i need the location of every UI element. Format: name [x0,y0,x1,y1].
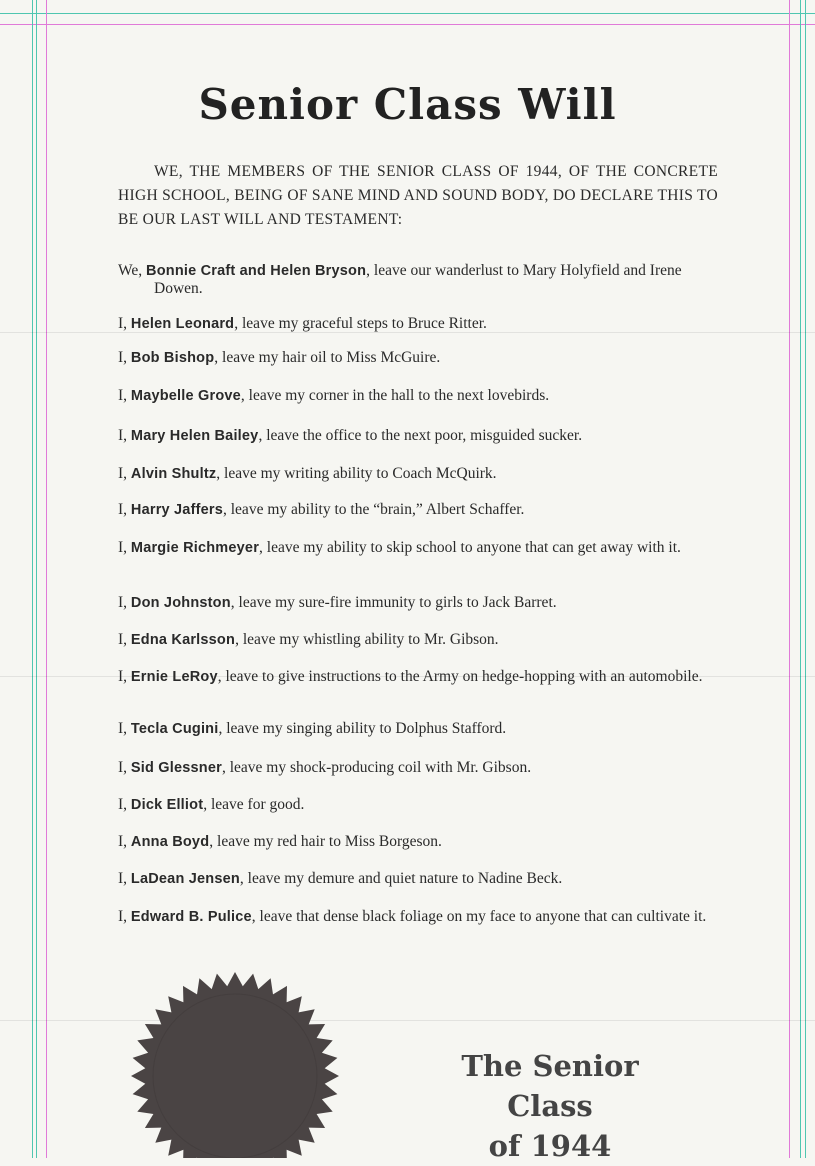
bequest-entry: I, Tecla Cugini, leave my singing ability to Dolphus Stafford. [118,720,507,737]
bequest-entry: I, Margie Richmeyer, leave my ability to skip school to anyone that can get away with it. [118,539,681,556]
bequeather-name: Margie Richmeyer [130,540,260,556]
bequeather-name: Anna Boyd [130,834,210,850]
bequest-entry: I, Helen Leonard, leave my graceful steps to Bruce Ritter. [118,315,487,332]
bequest-entry: I, Sid Glessner, leave my shock-producing coil with Mr. Gibson. [118,759,532,776]
bequest-entry: I, Maybelle Grove, leave my corner in the hall to the next lovebirds. [118,387,550,404]
bequeather-name: Bonnie Craft and Helen Bryson [146,263,367,279]
bequeather-name: Tecla Cugini [130,721,219,737]
bequest-entry: I, Don Johnston, leave my sure-fire immunity to girls to Jack Barret. [118,594,557,611]
bequeather-name: Alvin Shultz [130,466,217,482]
bequeather-name: Helen Leonard [130,316,235,332]
bequeather-name: Edna Karlsson [130,632,236,648]
bequeather-name: Maybelle Grove [130,388,241,404]
bequest-entry: I, LaDean Jensen, leave my demure and quiet nature to Nadine Beck. [118,870,563,887]
bequeather-name: Sid Glessner [130,760,222,776]
bequest-entry: We, Bonnie Craft and Helen Bryson, leave our wanderlust to Mary Holyfield and Irene Dowen. [118,262,682,297]
signature-block [420,1046,680,1166]
bequeather-name: Dick Elliot [130,797,204,813]
right-border-rule-2 [805,0,806,1158]
bequeather-name: Edward B. Pulice [130,909,252,925]
bequest-entry: I, Bob Bishop, leave my hair oil to Miss McGuire. [118,349,441,366]
left-border-rule-inner [46,0,47,1158]
bequeather-name: Harry Jaffers [130,502,223,518]
left-border-rule-2 [36,0,37,1158]
bequeather-name: Don Johnston [130,595,231,611]
bequest-entry: I, Ernie LeRoy, leave to give instructions to the Army on hedge-hopping with an automobile. [118,668,703,685]
seal-icon [122,972,348,1158]
top-border-rule [0,13,815,14]
intro-paragraph: WE, THE MEMBERS OF THE SENIOR CLASS OF 1944, OF THE CONCRETE HIGH SCHOOL, BEING OF SANE MIND AND SOUND BODY, DO DECLARE THIS TO BE OUR LAST WILL AND TESTAMENT: [118,163,718,228]
bequest-entry: I, Edna Karlsson, leave my whistling ability to Mr. Gibson. [118,631,499,648]
bequest-entry: I, Anna Boyd, leave my red hair to Miss Borgeson. [118,833,442,850]
left-border-rule [32,0,33,1158]
bequest-entry: I, Edward B. Pulice, leave that dense black foliage on my face to anyone that can cultivate it. [118,908,707,925]
bequest-entry: I, Alvin Shultz, leave my writing ability to Coach McQuirk. [118,465,497,482]
bequest-entry: I, Mary Helen Bailey, leave the office to the next poor, misguided sucker. [118,427,583,444]
bequest-entry: I, Dick Elliot, leave for good. [118,796,305,813]
bequeather-name: Mary Helen Bailey [130,428,259,444]
bequest-entry: I, Harry Jaffers, leave my ability to the “brain,” Albert Schaffer. [118,501,525,518]
signature-line-2: of 1944 [488,1129,612,1163]
top-border-rule-inner [0,24,815,25]
signature-line-1: The Senior Class [461,1049,639,1123]
bequeather-name: Ernie LeRoy [130,669,218,685]
document-title: Senior Class Will [198,80,617,129]
right-border-rule-inner [789,0,790,1158]
bequeather-name: Bob Bishop [130,350,215,366]
bequeather-name: LaDean Jensen [130,871,240,887]
right-border-rule [800,0,801,1158]
